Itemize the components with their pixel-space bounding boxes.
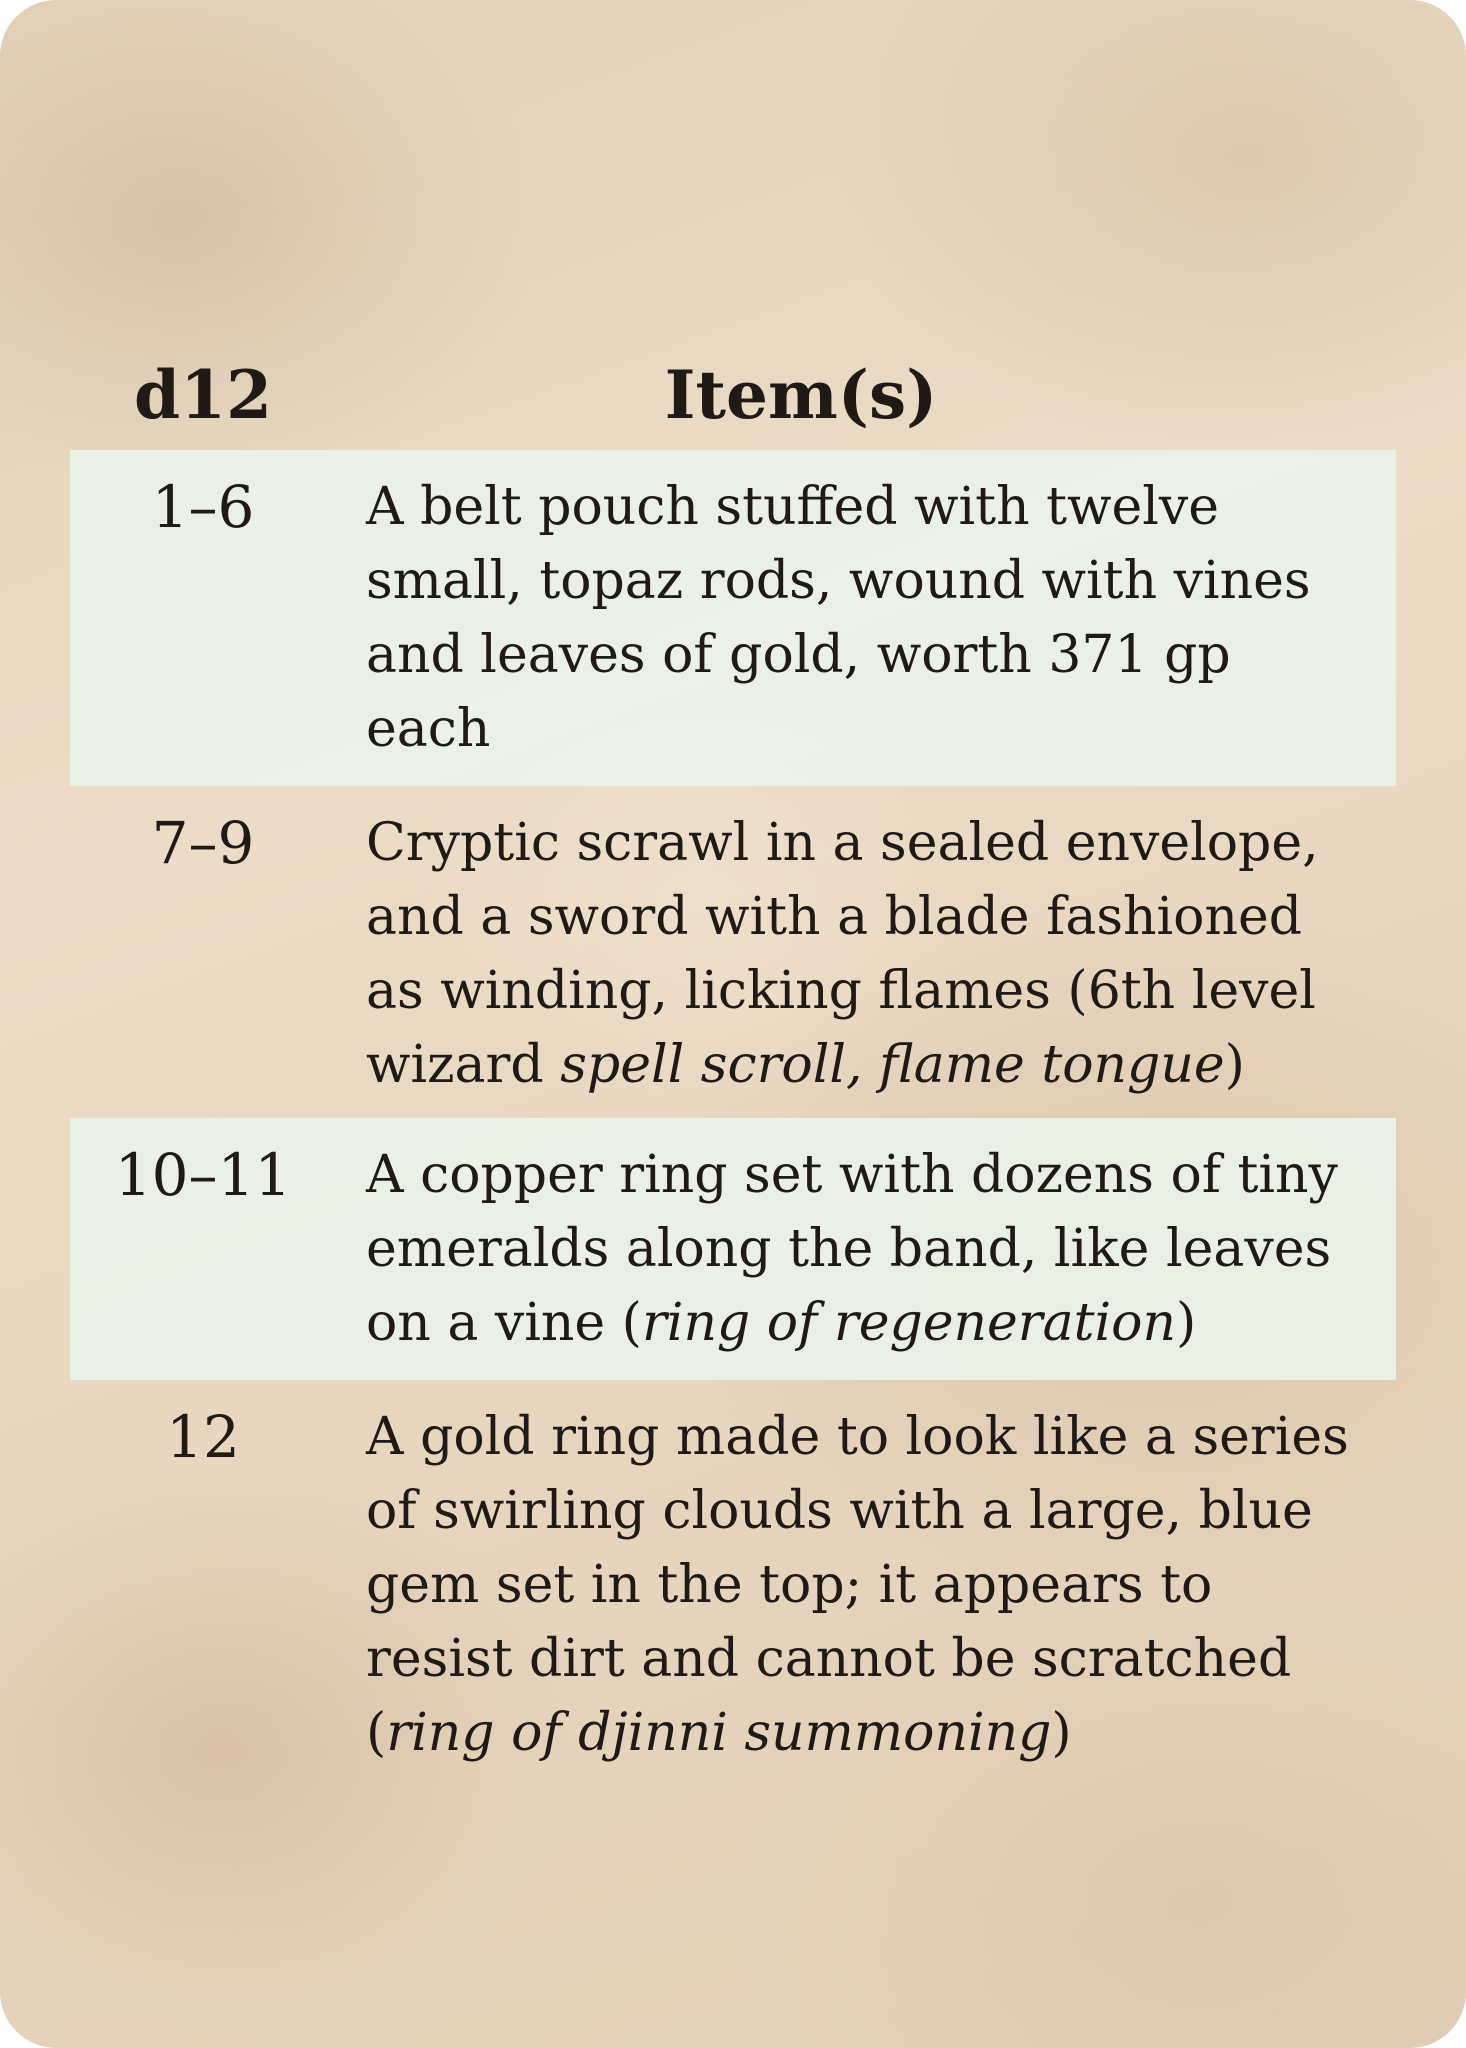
row-item-suffix: ) bbox=[1175, 1293, 1197, 1353]
row-roll: 10–11 bbox=[114, 1141, 292, 1209]
row-item-text: Cryptic scrawl in a sealed envelope, and a sword with a blade fashioned as winding, licking flames (6th level wizard bbox=[366, 813, 1319, 1095]
row-roll: 7–9 bbox=[151, 809, 255, 877]
table-row bbox=[70, 1118, 1396, 1380]
table-row bbox=[70, 450, 1396, 786]
row-roll: 1–6 bbox=[151, 473, 255, 541]
row-item-suffix: ) bbox=[1224, 1035, 1245, 1095]
row-item-italic: ring of djinni summoning bbox=[386, 1703, 1052, 1763]
header-item: Item(s) bbox=[664, 356, 938, 434]
row-item bbox=[336, 450, 1396, 786]
row-item-italic: ring of regeneration bbox=[641, 1293, 1176, 1353]
item-table bbox=[70, 340, 1396, 1790]
row-roll: 12 bbox=[166, 1403, 240, 1471]
row-item-text: A copper ring set with dozens of tiny emeralds along the band, like leaves on a vine ( bbox=[366, 1145, 1338, 1353]
row-item-text: A belt pouch stuffed with twelve small, topaz rods, wound with vines and leaves of gold, worth 371 gp each bbox=[366, 477, 1311, 759]
row-item bbox=[336, 786, 1396, 1118]
row-item bbox=[336, 1380, 1396, 1790]
row-item-text: A gold ring made to look like a series of swirling clouds with a large, blue gem set in the top; it appears to resist dirt and cannot be scratched ( bbox=[366, 1407, 1349, 1763]
table-row bbox=[70, 786, 1396, 1118]
row-item-italic: spell scroll, flame tongue bbox=[560, 1035, 1225, 1095]
row-item-suffix: ) bbox=[1051, 1703, 1072, 1763]
table-row bbox=[70, 1380, 1396, 1790]
table-header bbox=[70, 340, 1396, 450]
row-item bbox=[336, 1118, 1396, 1380]
header-roll: d12 bbox=[134, 356, 272, 434]
